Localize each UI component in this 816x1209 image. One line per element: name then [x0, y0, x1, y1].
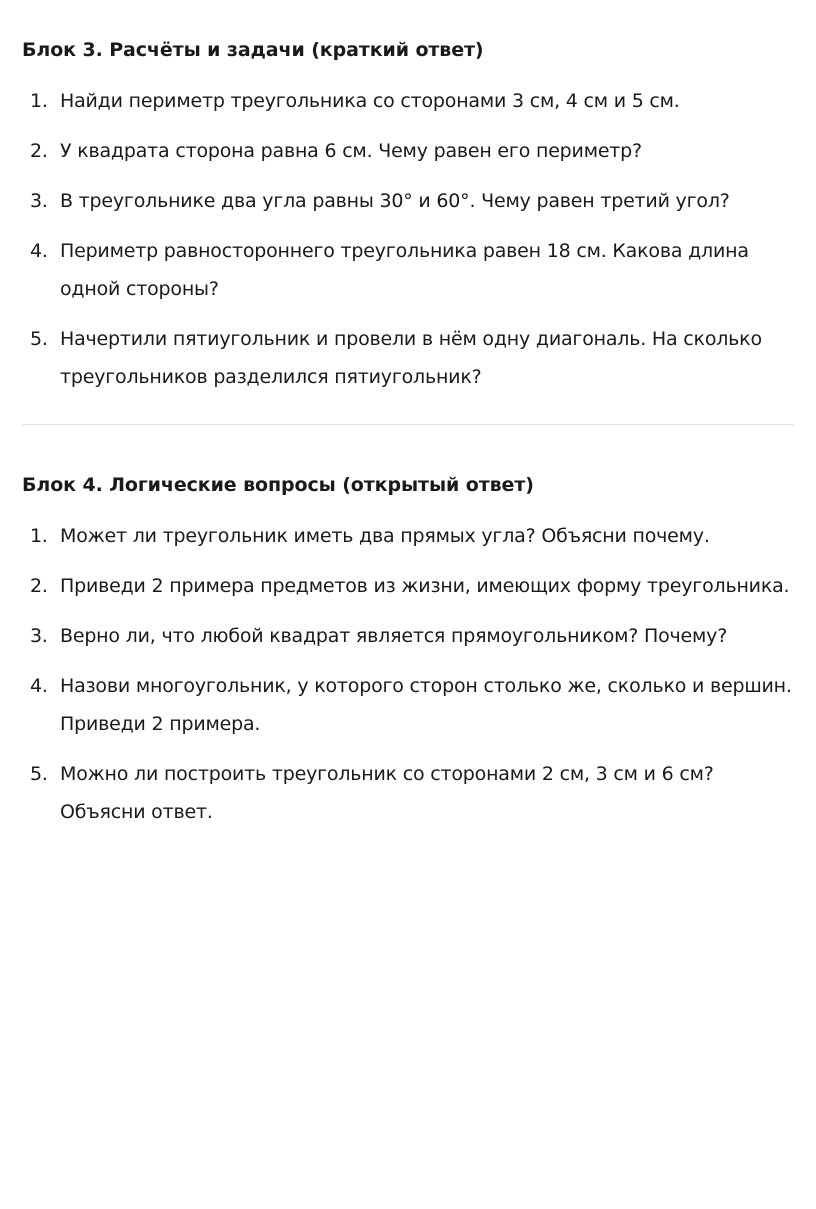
question-number: 3.: [30, 625, 48, 647]
question-text: Найди периметр треугольника со сторонами 3 см, 4 см и 5 см.: [60, 90, 680, 112]
block-4-question-5: [22, 755, 794, 831]
block-3-section: [22, 36, 794, 396]
block-3-question-3: [22, 182, 794, 220]
block-4-question-2: [22, 567, 794, 605]
block-3-question-5: [22, 320, 794, 396]
block-4-question-4: [22, 667, 794, 743]
question-number: 4.: [30, 240, 48, 262]
block-3-question-4: [22, 232, 794, 308]
block-4-section: [22, 471, 794, 831]
question-text: Периметр равностороннего треугольника равен 18 см. Какова длина одной стороны?: [60, 240, 749, 300]
block-3-question-2: [22, 132, 794, 170]
question-text: В треугольнике два угла равны 30° и 60°. Чему равен третий угол?: [60, 190, 730, 212]
block-4-question-3: [22, 617, 794, 655]
question-number: 3.: [30, 190, 48, 212]
block-4-title: Блок 4. Логические вопросы (открытый ответ): [22, 474, 534, 496]
question-number: 1.: [30, 90, 48, 112]
question-number: 2.: [30, 575, 48, 597]
question-number: 5.: [30, 763, 48, 785]
question-text: Верно ли, что любой квадрат является прямоугольником? Почему?: [60, 625, 728, 647]
question-number: 4.: [30, 675, 48, 697]
question-number: 1.: [30, 525, 48, 547]
block-4-question-list: [22, 517, 794, 831]
block-3-title: Блок 3. Расчёты и задачи (краткий ответ): [22, 39, 484, 61]
question-number: 2.: [30, 140, 48, 162]
block-3-question-list: [22, 82, 794, 396]
question-text: Приведи 2 примера предметов из жизни, имеющих форму треугольника.: [60, 575, 790, 597]
question-text: Можно ли построить треугольник со сторонами 2 см, 3 см и 6 см? Объясни ответ.: [60, 763, 714, 823]
question-text: Начертили пятиугольник и провели в нём одну диагональ. На сколько треугольников разделился пятиугольник?: [60, 328, 762, 388]
section-divider: [22, 424, 794, 425]
question-text: Назови многоугольник, у которого сторон столько же, сколько и вершин. Приведи 2 примера.: [60, 675, 792, 735]
question-text: Может ли треугольник иметь два прямых угла? Объясни почему.: [60, 525, 710, 547]
block-4-question-1: [22, 517, 794, 555]
question-number: 5.: [30, 328, 48, 350]
question-text: У квадрата сторона равна 6 см. Чему равен его периметр?: [60, 140, 642, 162]
block-3-question-1: [22, 82, 794, 120]
